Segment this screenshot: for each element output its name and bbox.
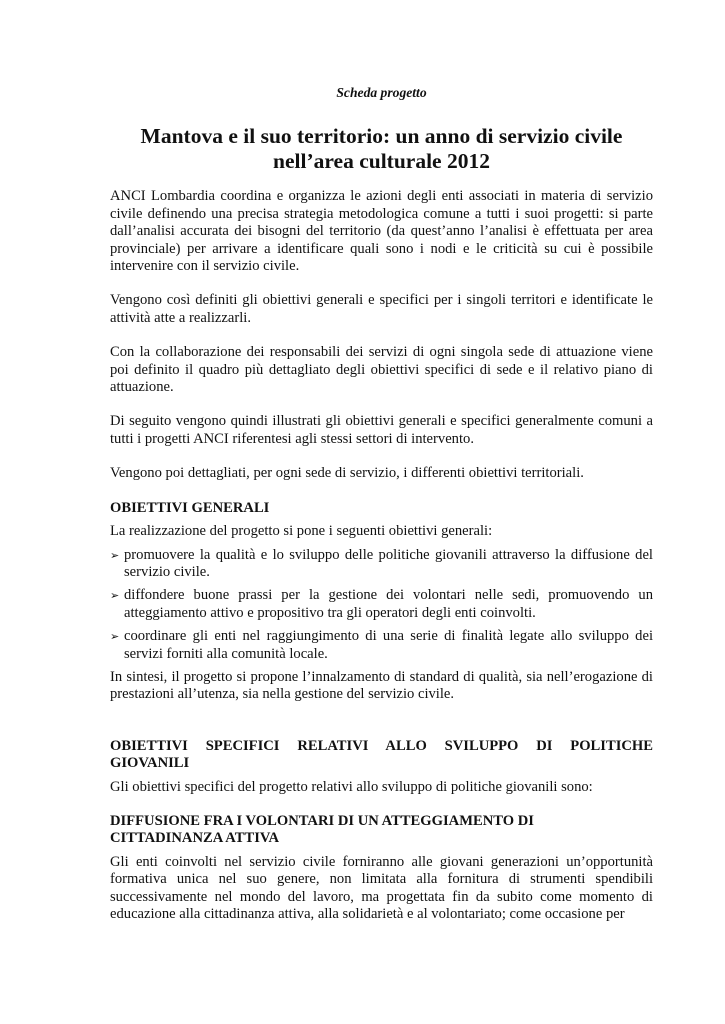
arrow-bullet-icon: ➢ xyxy=(110,548,120,562)
list-item-text: promuovere la qualità e lo sviluppo delle politiche giovanili attraverso la diffusione del servizio civile. xyxy=(124,546,653,580)
heading-line-1: OBIETTIVI SPECIFICI RELATIVI ALLO SVILUPPO DI POLITICHE xyxy=(110,737,653,754)
obiettivi-generali-lead: La realizzazione del progetto si pone i seguenti obiettivi generali: xyxy=(110,523,493,540)
obiettivi-generali-list xyxy=(110,547,653,663)
obiettivi-specifici-lead: Gli obiettivi specifici del progetto relativi allo sviluppo di politiche giovanili sono: xyxy=(110,778,593,795)
document-kicker: Scheda progetto xyxy=(336,85,427,100)
arrow-bullet-icon: ➢ xyxy=(110,630,120,644)
intro-paragraph-5: Vengono poi dettagliati, per ogni sede di servizio, i differenti obiettivi territoriali. xyxy=(110,465,584,482)
heading-line-1: DIFFUSIONE FRA I VOLONTARI DI UN ATTEGGIAMENTO DI xyxy=(110,812,534,829)
obiettivi-generali-summary: In sintesi, il progetto si propone l’innalzamento di standard di qualità, sia nell’erogazione di prestazioni all’utenza, sia nella gestione del servizio civile. xyxy=(110,668,653,703)
section-heading-obiettivi-specifici xyxy=(110,738,653,773)
list-item xyxy=(110,547,653,582)
intro-paragraph-2: Vengono così definiti gli obiettivi generali e specifici per i singoli territori e identificate le attività atte a realizzarli. xyxy=(110,292,653,326)
heading-line-2: CITTADINANZA ATTIVA xyxy=(110,830,280,847)
list-item-text: diffondere buone prassi per la gestione dei volontari nelle sedi, promuovendo un atteggiamento attivo e propositivo tra gli operatori degli enti coinvolti. xyxy=(124,587,653,621)
document-title xyxy=(110,124,653,174)
list-item xyxy=(110,628,653,663)
arrow-bullet-icon: ➢ xyxy=(110,589,120,603)
list-item xyxy=(110,587,653,622)
intro-paragraph-3: Con la collaborazione dei responsabili dei servizi di ogni singola sede di attuazione viene poi definito il quadro più dettagliato degli obiettivi specifici di sede e il relativo piano di attuazione. xyxy=(110,344,653,396)
heading-line-2: GIOVANILI xyxy=(110,755,190,772)
list-item-text: coordinare gli enti nel raggiungimento di una serie di finalità legate allo sviluppo dei servizi forniti alla comunità locale. xyxy=(124,628,653,662)
diffusione-body: Gli enti coinvolti nel servizio civile forniranno alle giovani generazioni un’opportunità formativa unica nel suo genere, non limitata alla fornitura di strumenti spendibili successivamente nel mondo del lavoro, ma progettata fin da subito come momento di educazione alla cittadinanza attiva, alla solidarietà e al volontariato; come occasione per xyxy=(110,853,653,922)
intro-paragraph-1: ANCI Lombardia coordina e organizza le azioni degli enti associati in materia di servizio civile definendo una precisa strategia metodologica comune a tutti i suoi progetti: si parte dall’analisi accurata dei bisogni del territorio (da quest’anno l’analisi è effettuata per area provinciale) per arrivare a identificare quali sono i nodi e le criticità su cui è possibile intervenire con il servizio civile. xyxy=(110,188,653,275)
section-heading-diffusione xyxy=(110,813,653,848)
section-heading-obiettivi-generali: OBIETTIVI GENERALI xyxy=(110,499,270,516)
intro-paragraph-4: Di seguito vengono quindi illustrati gli obiettivi generali e specifici generalmente comuni a tutti i progetti ANCI riferentesi agli stessi settori di intervento. xyxy=(110,413,653,447)
title-line-2: nell’area culturale 2012 xyxy=(273,149,490,174)
title-line-1: Mantova e il suo territorio: un anno di servizio civile xyxy=(140,124,623,149)
page-content xyxy=(110,84,653,923)
